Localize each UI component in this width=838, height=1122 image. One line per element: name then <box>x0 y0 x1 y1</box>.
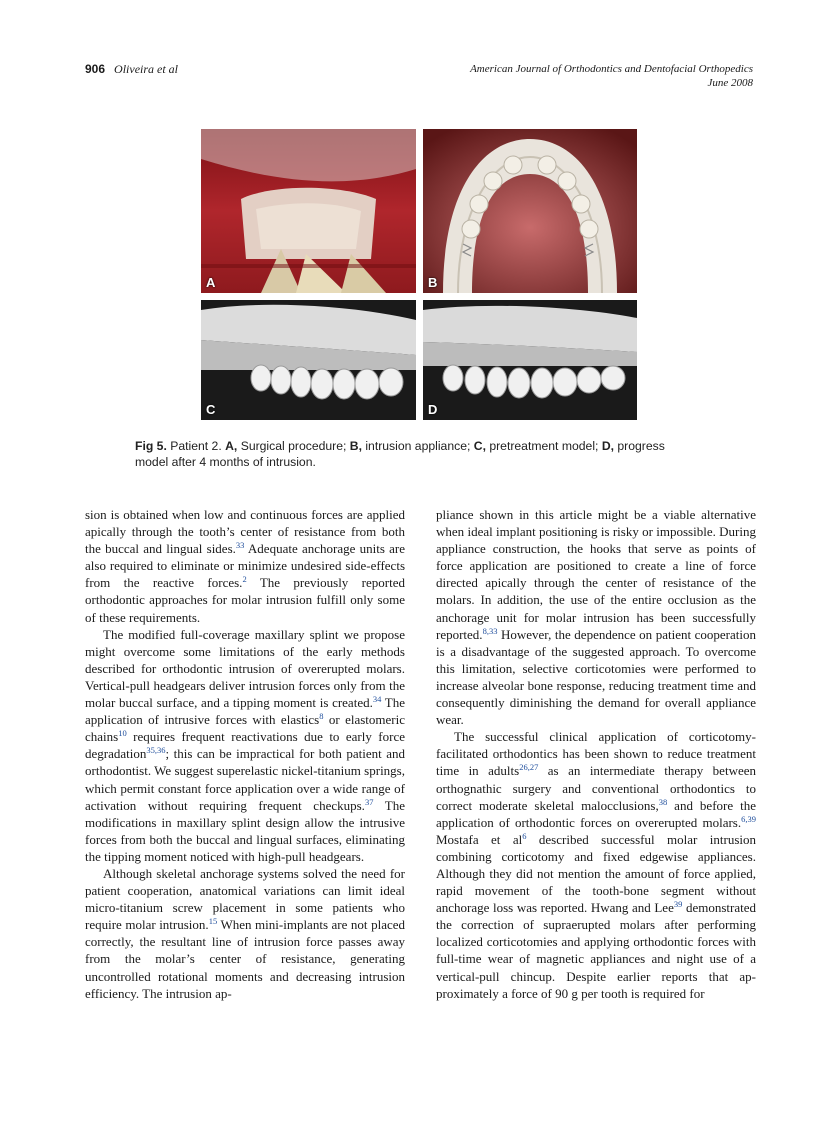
panel-letter-d: D <box>428 402 438 417</box>
body-column-right <box>436 506 756 1002</box>
caption-label: Fig 5. <box>135 439 167 453</box>
body-text-run: The modifications in maxillary splint design allow the intrusive forces from both the buccal and lingual surfaces, eliminating the tipping moment noticed with high-pull headgears. <box>85 797 406 864</box>
body-text-run: The application of intrusive forces with elastics <box>85 695 405 728</box>
panel-letter-b: B <box>428 275 438 290</box>
body-text-run: sion is obtained when low and continuous forces are applied apically through the tooth’s center of resistance from both the buccal and lingual sides. <box>85 507 405 557</box>
body-text-run: and before the application of orthodontic forces on overerupted molars. <box>436 797 756 830</box>
body-text-run: Mostafa et al <box>436 831 523 847</box>
caption-letter-c: C, <box>473 439 486 453</box>
caption-text-c: pretreatment model; <box>489 439 599 453</box>
body-text-run: The modified full-coverage maxillary splint we propose might overcome some limitations of the early methods described for orthodontic intrusion of overerupted molars. Vertical-pull headgears deliver intrusion forces only from the molar buccal surface, and a tipping moment is created. <box>85 626 405 711</box>
body-text-run: Adequate anchorage units are also required to eliminate or minimize undesired side-effects from the reactive forces. <box>85 541 405 591</box>
journal-title: American Journal of Orthodontics and Dentofacial Orthopedics <box>470 63 753 75</box>
body-text-run: demonstrated the correction of supraerupted molars after performing localized corticotomies and applying orthodontic forces with full-time wear of magnetic appliances and night use of a vertical-pull chincup. Despite earlier reports that approximately a force of 90 g per tooth is required for <box>436 900 756 1001</box>
caption-text-d: progress <box>617 439 665 453</box>
body-text-run: ; this can be impractical for both patient and orthodontist. We suggest superelastic nickel-titanium springs, which permit constant force application over a wide range of activation without requiring frequent checkups. <box>85 746 405 813</box>
body-text-run: The previously reported orthodontic approaches for molar intrusion fulfill only some of these requirements. <box>85 575 405 625</box>
running-header-left <box>85 62 178 77</box>
body-text-run: described successful molar intrusion combining corticotomy and fixed edgewise appliances. Although they did not mention the amount of force applied, rapid movement of the tooth-bone segment without anchorage loss was reported. Hwang and Lee <box>436 831 756 916</box>
citation-ref[interactable]: 8,33 <box>482 625 498 636</box>
panel-letter-c: C <box>206 402 216 417</box>
issue-date: June 2008 <box>707 77 753 89</box>
body-paragraph <box>85 506 405 626</box>
figure-panel-c-pretreatment-model <box>201 300 416 420</box>
body-paragraph <box>436 728 756 1002</box>
citation-ref[interactable]: 15 <box>208 916 218 927</box>
figure-panel-b-appliance-photo <box>423 129 637 293</box>
caption-letter-d: D, <box>601 439 614 453</box>
body-text-run: or elastomeric chains <box>85 712 405 745</box>
figure-panel-a-surgical-photo <box>201 129 416 293</box>
citation-ref[interactable]: 33 <box>235 540 245 551</box>
citation-ref[interactable]: 39 <box>673 899 683 910</box>
caption-text-b: intrusion appliance; <box>365 439 471 453</box>
caption-text-a: Surgical procedure; <box>240 439 347 453</box>
citation-ref[interactable]: 35,36 <box>146 745 166 756</box>
citation-ref[interactable]: 8 <box>319 711 324 722</box>
body-text-run: pliance shown in this article might be a viable alternative when ideal implant positioning is risky or impossible. During appliance construction, the hooks that serve as points of force application are positioned to create a line of force directed apically through the center of resistance of the molars. In addition, the use of the entire occlusion as the anchorage unit for molar intrusion has been successfully reported. <box>436 507 756 642</box>
body-paragraph <box>85 865 405 1002</box>
body-text-run: However, the dependence on patient cooperation is a disadvantage of the suggested approach. To overcome this limitation, selective corticotomies were performed to increase alveolar bone response, reducing treatment time and consequently diminishing the demand for overall appliance wear. <box>436 626 756 728</box>
citation-ref[interactable]: 26,27 <box>519 762 539 773</box>
running-header-right <box>470 62 753 90</box>
body-column-left <box>85 506 405 1002</box>
body-text-run: The successful clinical application of corticotomy-facilitated orthodontics has been shown to reduce treatment time in adults <box>436 729 756 779</box>
body-text-run: When mini-implants are not placed correctly, the resultant line of intrusion force passes away from the molar’s center of resistance, generating uncontrolled rotational moments and decreasing intrusion efficiency. The intrusion ap- <box>85 917 406 1001</box>
citation-ref[interactable]: 10 <box>118 728 127 739</box>
caption-line-2: model after 4 months of intrusion. <box>135 455 316 469</box>
running-authors: Oliveira et al <box>114 62 179 76</box>
panel-letter-a: A <box>206 275 216 290</box>
citation-ref[interactable]: 6 <box>522 830 527 841</box>
citation-ref[interactable]: 2 <box>242 574 247 585</box>
page-number: 906 <box>85 62 106 76</box>
citation-ref[interactable]: 6,39 <box>741 813 756 824</box>
body-text-run: as an intermediate therapy between orthognathic surgery and conventional orthodontics to correct moderate skeletal malocclusions, <box>436 763 756 813</box>
body-text-run: requires frequent reactivations due to early force degradation <box>85 729 405 762</box>
body-text-run: Although skeletal anchorage systems solved the need for patient cooperation, anatomical variations can limit ideal micro-titanium screw placement in some patients who require molar intrusion. <box>85 865 405 933</box>
caption-letter-a: A, <box>225 439 238 453</box>
body-paragraph <box>436 506 756 728</box>
citation-ref[interactable]: 37 <box>364 796 374 807</box>
citation-ref[interactable]: 38 <box>658 796 668 807</box>
figure-panel-d-progress-model <box>423 300 637 420</box>
figure-caption <box>135 438 735 470</box>
caption-intro: Patient 2. <box>170 439 222 453</box>
citation-ref[interactable]: 34 <box>372 694 382 705</box>
caption-letter-b: B, <box>349 439 362 453</box>
body-paragraph <box>85 626 405 865</box>
